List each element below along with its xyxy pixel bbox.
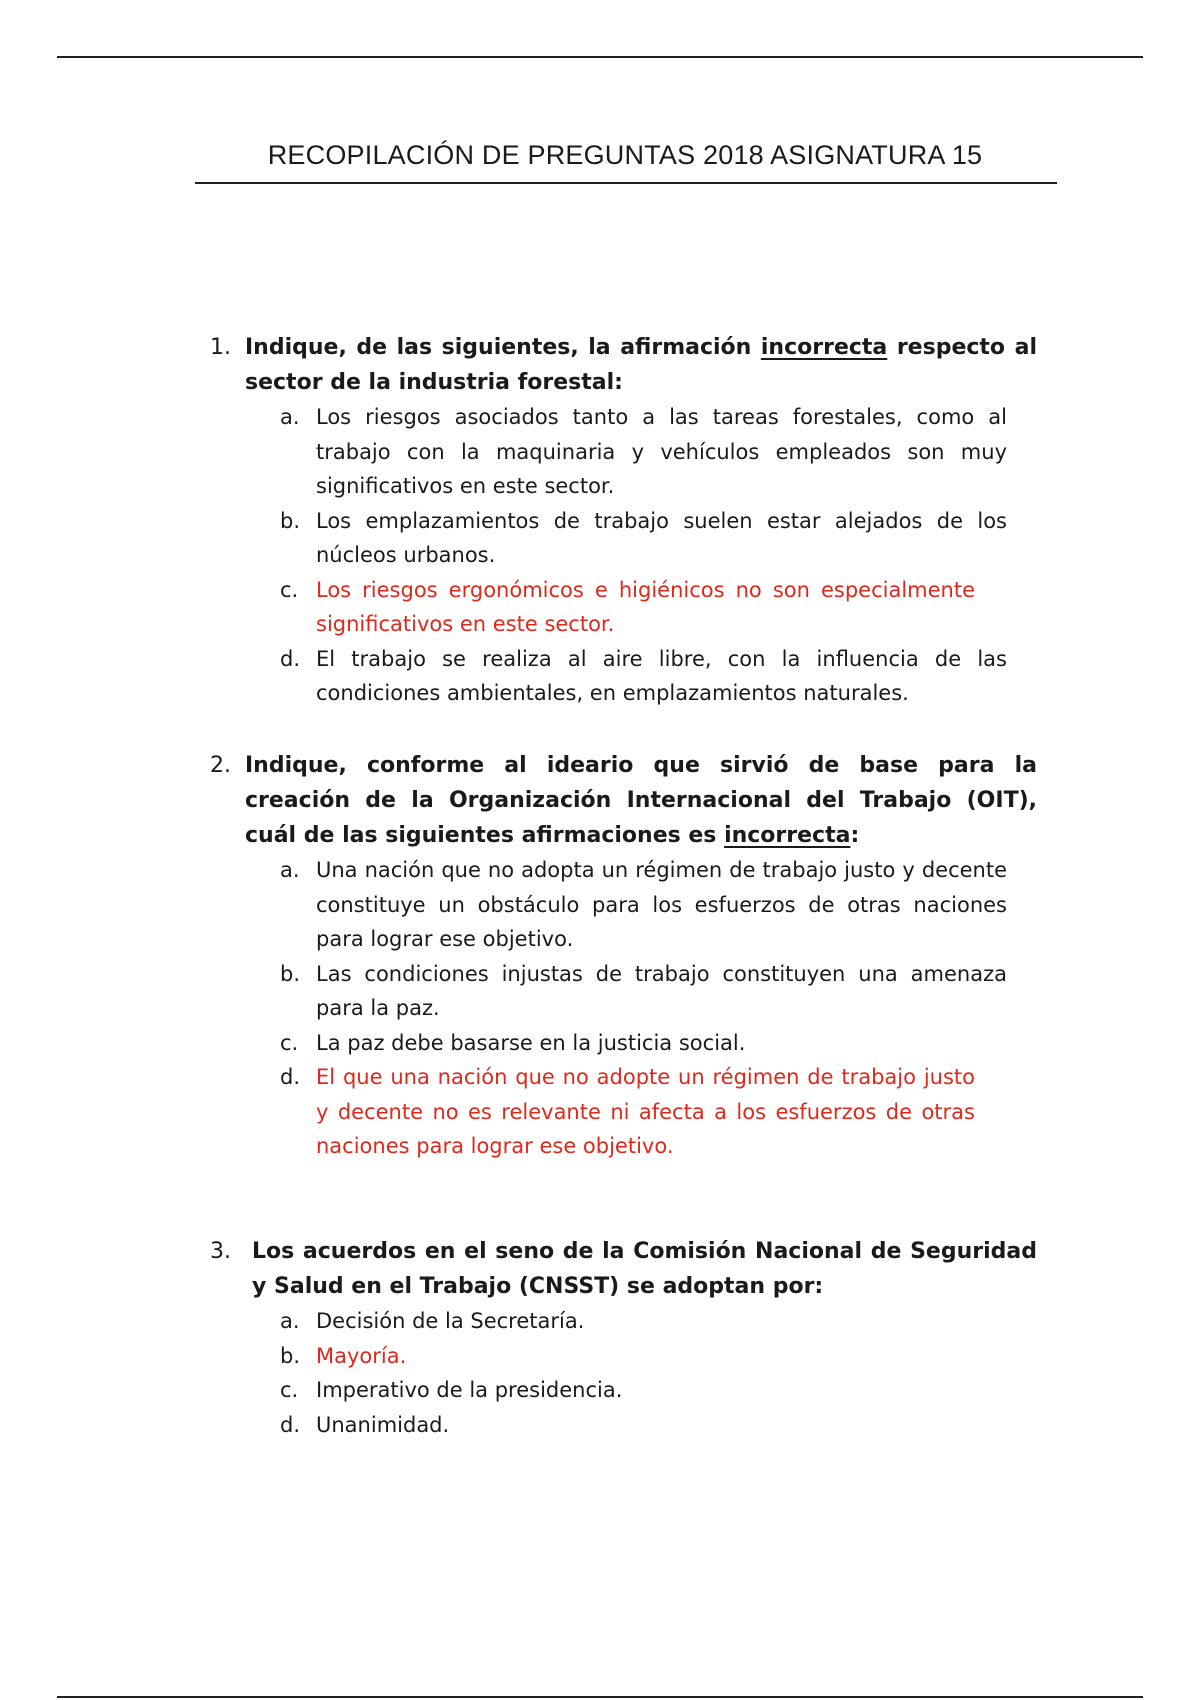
option-a[interactable] (205, 853, 1037, 957)
option-letter: b. (280, 1343, 301, 1368)
option-text: Imperativo de la presidencia. (316, 1378, 623, 1402)
option-c[interactable] (205, 1373, 1037, 1408)
option-text: Los riesgos asociados tanto a las tareas forestales, como al trabajo con la maquinaria y vehículos empleados son muy significativos en este sector. (316, 405, 1007, 498)
option-text: La paz debe basarse en la justicia social. (316, 1030, 746, 1055)
option-d[interactable] (205, 1408, 1037, 1443)
options-list (205, 400, 1037, 711)
question-stem (205, 1234, 1037, 1304)
option-text: Los riesgos ergonómicos e higiénicos no son especialmente significativos en este sector. (316, 577, 975, 636)
option-letter: c. (280, 577, 299, 602)
bottom-divider (57, 1696, 1143, 1698)
question-3 (205, 1234, 1037, 1442)
question-stem (205, 330, 1037, 400)
option-c[interactable] (205, 1026, 1037, 1061)
question-number: 3. (210, 1239, 231, 1264)
question-2 (205, 748, 1037, 1164)
option-letter: a. (280, 858, 300, 882)
top-divider (57, 56, 1143, 58)
option-letter: d. (280, 1065, 301, 1089)
stem-text: Indique, conforme al ideario que sirvió de base para la creación de la Organización Internacional del Trabajo (OIT), cuál de las siguientes afirmaciones es (245, 753, 1037, 848)
option-d-correct[interactable] (205, 1060, 1037, 1164)
question-stem (205, 748, 1037, 853)
option-c-correct[interactable] (205, 573, 1037, 642)
stem-underlined-word: incorrecta (724, 823, 851, 848)
option-b[interactable] (205, 504, 1037, 573)
option-letter: a. (280, 1309, 300, 1333)
option-text: Unanimidad. (316, 1412, 450, 1437)
option-letter: d. (280, 646, 301, 671)
option-letter: b. (280, 961, 301, 986)
title-underline (195, 182, 1057, 184)
option-letter: d. (280, 1412, 301, 1437)
option-letter: c. (280, 1030, 299, 1055)
stem-text-end: : (850, 823, 860, 848)
option-letter: a. (280, 405, 300, 429)
option-text: El que una nación que no adopte un régimen de trabajo justo y decente no es relevante ni afecta a los esfuerzos de otras naciones para lograr ese objetivo. (316, 1065, 975, 1158)
option-text: El trabajo se realiza al aire libre, con la influencia de las condiciones ambientales, en emplazamientos naturales. (316, 646, 1007, 705)
options-list (205, 853, 1037, 1164)
option-text: Mayoría. (316, 1343, 407, 1368)
stem-underlined-word: incorrecta (760, 335, 888, 360)
stem-text: Indique, de las siguientes, la afirmación (245, 335, 761, 360)
stem-text-end: respecto al sector de la industria forestal: (245, 335, 1037, 395)
question-1 (205, 330, 1037, 711)
option-text: Una nación que no adopta un régimen de trabajo justo y decente constituye un obstáculo para los esfuerzos de otras naciones para lograr ese objetivo. (316, 858, 1007, 951)
option-a[interactable] (205, 400, 1037, 504)
question-number: 2. (210, 753, 231, 778)
option-letter: b. (280, 508, 301, 533)
options-list (205, 1304, 1037, 1442)
option-b-correct[interactable] (205, 1339, 1037, 1374)
stem-text: Los acuerdos en el seno de la Comisión Nacional de Seguridad y Salud en el Trabajo (CNSST) se adoptan por: (252, 1239, 1037, 1299)
option-letter: c. (280, 1378, 299, 1402)
option-text: Las condiciones injustas de trabajo constituyen una amenaza para la paz. (316, 961, 1007, 1020)
option-a[interactable] (205, 1304, 1037, 1339)
question-number: 1. (210, 335, 231, 360)
option-text: Los emplazamientos de trabajo suelen estar alejados de los núcleos urbanos. (316, 508, 1007, 567)
option-d[interactable] (205, 642, 1037, 711)
option-text: Decisión de la Secretaría. (316, 1309, 585, 1333)
option-b[interactable] (205, 957, 1037, 1026)
page-title: RECOPILACIÓN DE PREGUNTAS 2018 ASIGNATURA 15 (267, 140, 983, 170)
